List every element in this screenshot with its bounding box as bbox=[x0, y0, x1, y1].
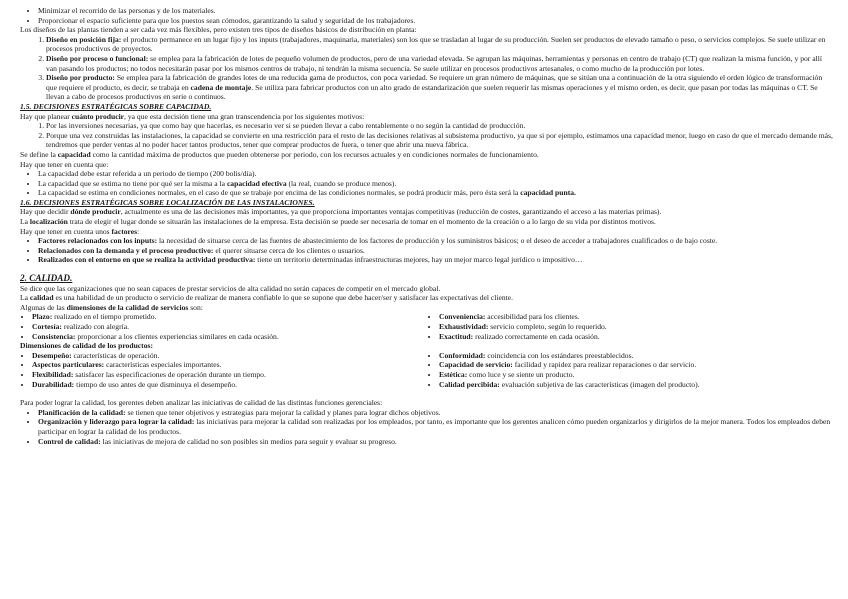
paragraph: Algunas de las dimensiones de la calidad de servicios son: bbox=[20, 302, 203, 312]
paragraph: Se define la capacidad como la cantidad máxima de productos que pueden obtenerse por periodo, con los recursos actuales y en condiciones normales de funcionamiento. bbox=[20, 149, 539, 159]
paragraph: Hay que decidir dónde producir, actualmente es una de las decisiones más importantes, ya que proporciona importantes ventajas competitivas (reducción de costes, garantizando el acceso a las materias primas). bbox=[20, 207, 662, 217]
list-item: • Durabilidad: tiempo de uso antes de que disminuya el desempeño. bbox=[32, 380, 427, 390]
list-item: • Cortesía: realizado con alegría. bbox=[32, 322, 427, 332]
list-item: • Organización y liderazgo para lograr la calidad: las iniciativas para mejorar la calidad son realizadas por los empleados, por tanto, es importante que los gerentes analicen cómo pueden organizarlos y dirigirlos de la mejor manera. Todos los empleados deben participar en lograr la calidad de los productos. bbox=[38, 417, 834, 436]
list-item: • Consistencia: proporcionar a los clientes experiencias similares en cada ocasión. bbox=[32, 332, 427, 342]
list-item: • Flexibilidad: satisfacer las especificaciones de operación durante un tiempo. bbox=[32, 370, 427, 380]
list-item: • Realizados con el entorno en que se realiza la actividad productiva: tiene un territorio determinadas infraestructuras mejores, hay un mejor marco legal jurídico o impositivo… bbox=[38, 255, 834, 265]
location-factors-list bbox=[20, 236, 834, 265]
list-item: • Estética: como luce y se siente un producto. bbox=[439, 370, 834, 380]
list-item: 2. Diseño por proceso o funcional: se emplea para la fabricación de lotes de pequeño volumen de productos, pero de una variedad elevada. Se agrupan las máquinas, herramientas y personas en centro de trabajo (CT) que realizan la misma función, y por allí van pasando los productos; no todos necesitarán pasar por los mismos centros de trabajo, ni tendrán la misma secuencia. Se suele utilizar en procesos productivos artesanales, o como mucho de la producción por lotes. bbox=[46, 54, 834, 73]
list-item: • La capacidad se estima en condiciones normales, en el caso de que se trabaje por encima de las condiciones normales, se podrá producir más, pero ésta será la capacidad punta. bbox=[38, 188, 834, 198]
product-dimensions-left bbox=[20, 351, 427, 389]
paragraph: La calidad es una habilidad de un producto o servicio de realizar de manera confiable lo que se supone que debe hacer/ser y satisfacer las expectativas del cliente. bbox=[20, 293, 513, 303]
paragraph: Hay que tener en cuenta unos factores: bbox=[20, 226, 140, 236]
list-item: • Conformidad: coincidencia con los estándares preestablecidos. bbox=[439, 351, 834, 361]
list-item: • La capacidad debe estar referida a un periodo de tiempo (200 bolis/día). bbox=[38, 169, 834, 179]
paragraph: Para poder lograr la calidad, los gerentes deben analizar las iniciativas de calidad de las distintas funciones gerenciales: bbox=[20, 398, 383, 408]
list-item: • Planificación de la calidad: se tienen que tener objetivos y estrategias para mejorar la calidad y planes para lograr dichos objetivos. bbox=[38, 408, 834, 418]
paragraph: Se dice que las organizaciones que no sean capaces de prestar servicios de alta calidad no serán capaces de competir en el mercado global. bbox=[20, 283, 441, 293]
management-list bbox=[20, 408, 834, 446]
plants-intro: Los diseños de las plantas tienden a ser cada vez más flexibles, pero existen tres tipos de diseños básicos de distribución en planta: bbox=[20, 25, 417, 35]
list-item: • Proporcionar el espacio suficiente para que los puestos sean cómodos, garantizando la salud y seguridad de los trabajadores. bbox=[38, 16, 834, 26]
list-item: • Calidad percibida: evaluación subjetiva de las características (imagen del producto). bbox=[439, 380, 834, 390]
list-item: • La capacidad que se estima no tiene por qué ser la misma a la capacidad efectiva (la real, cuando se produce menos). bbox=[38, 179, 834, 189]
paragraph: La localización trata de elegir el lugar donde se situarán las instalaciones de la empresa. Esta decisión se puede ser necesaria de tomar en el momento de la creación o a lo largo de su vida por distintos motivos. bbox=[20, 217, 656, 227]
plant-types-list bbox=[20, 35, 834, 102]
list-item: • Factores relacionados con los inputs: la necesidad de situarse cerca de las fuentes de abastecimiento de los factores de producción y los suministros básicos; o el deseo de acceder a trabajadores cualificados o de bajo coste. bbox=[38, 236, 834, 246]
list-item: • Control de calidad: las iniciativas de mejora de calidad no son posibles sin medios para seguir y evaluar su progreso. bbox=[38, 437, 834, 447]
section-heading-location: 1.6. DECISIONES ESTRATÉGICAS SOBRE LOCALIZACIÓN DE LAS INSTALACIONES. bbox=[20, 197, 315, 207]
product-dimensions bbox=[20, 351, 834, 389]
service-dimensions-left bbox=[20, 312, 427, 341]
paragraph: Hay que tener en cuenta que: bbox=[20, 159, 109, 169]
list-item: • Exhaustividad: servicio completo, según lo requerido. bbox=[439, 322, 834, 332]
list-item: 1. Por las inversiones necesarias, ya que como hay que hacerlas, es necesario ver si se pueden llevar a cabo rentablemente o no según la cantidad de producción. bbox=[46, 121, 834, 131]
list-item: 1. Diseño en posición fija: el producto permanece en un lugar fijo y los inputs (trabajadores, maquinaria, materiales) son los que se trasladan al lugar de su producción. Suelen ser productos de elevado tamaño o peso, o servicios complejos. Se suele utilizar en procesos productivos de proyectos. bbox=[46, 35, 834, 54]
list-item: • Exactitud: realizado correctamente en cada ocasión. bbox=[439, 332, 834, 342]
list-item: • Aspectos particulares: características especiales importantes. bbox=[32, 360, 427, 370]
product-dimensions-right bbox=[427, 351, 834, 389]
service-dimensions bbox=[20, 312, 834, 341]
list-item: 3. Diseño por producto: Se emplea para la fabricación de grandes lotes de una reducida gama de productos, con poca variedad. Se requiere un gran número de máquinas, que se sitúan una a continuación de la otra siguiendo el orden lógico de transformación que requiere el producto, es decir, se trabaja en cadena de montaje. Se utiliza para fabricar productos con un alto grado de estandarización que suelen requerir las mismas operaciones y el mismo orden, es decir, que pasan por todas las máquinas o CT. Se llevan a cabo de procesos productivos en serie o continuos. bbox=[46, 73, 834, 102]
section-heading-quality: 2. CALIDAD. bbox=[20, 273, 73, 284]
list-item: • Capacidad de servicio: facilidad y rapidez para realizar reparaciones o dar servicio. bbox=[439, 360, 834, 370]
section-heading-capacity: 1.5. DECISIONES ESTRATÉGICAS SOBRE CAPACIDAD. bbox=[20, 101, 212, 111]
list-item: • Conveniencia: accesibilidad para los clientes. bbox=[439, 312, 834, 322]
capacity-notes-list bbox=[20, 169, 834, 198]
service-dimensions-right bbox=[427, 312, 834, 341]
list-item: • Relacionados con la demanda y el proceso productivo: el querer situarse cerca de los clientes o usuarios. bbox=[38, 246, 834, 256]
product-dimensions-title: Dimensiones de calidad de los productos: bbox=[20, 341, 153, 351]
capacity-reasons-list bbox=[20, 121, 834, 150]
paragraph: Hay que planear cuánto producir, ya que esta decisión tiene una gran transcendencia por los siguientes motivos: bbox=[20, 111, 365, 121]
list-item: • Plazo: realizado en el tiempo prometido. bbox=[32, 312, 427, 322]
list-item: 2. Porque una vez construidas las instalaciones, la capacidad se convierte en una restricción para el resto de las decisiones relativas al subsistema productivo, ya que si por ejemplo, estimamos una capacidad menor, luego en caso de que el mercado demande más, tendremos que perder ventas al no poder hacer tantos productos, tener que comprar productos de fuera, o tener que abrir una nueva fábrica. bbox=[46, 131, 834, 150]
list-item: • Desempeño: características de operación. bbox=[32, 351, 427, 361]
list-item: • Minimizar el recorrido de las personas y de los materiales. bbox=[38, 6, 834, 16]
top-bullet-list bbox=[20, 6, 834, 25]
